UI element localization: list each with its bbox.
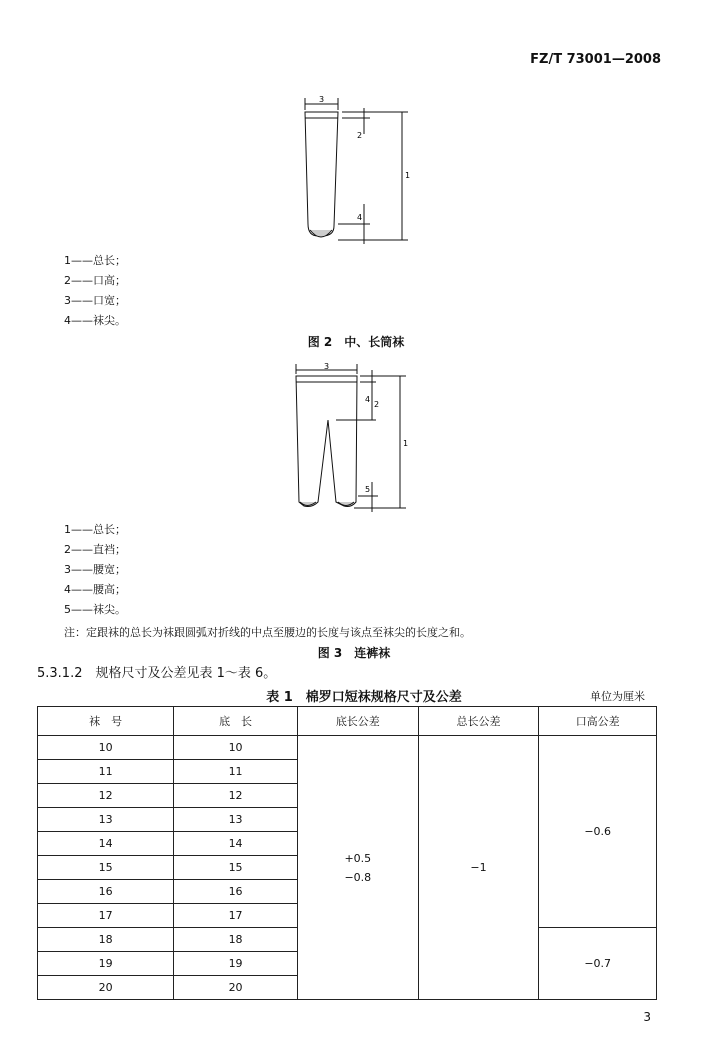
figure-2-caption: 图 2 中、长筒袜 [307, 335, 405, 349]
legend-item: 3——腰宽； [64, 563, 126, 576]
sock-size-cell: 13 [38, 808, 174, 832]
sock-size-cell: 17 [38, 904, 174, 928]
mouth-tolerance-cell: −0.6 [539, 736, 657, 928]
table-1-title: 表 1 棉罗口短袜规格尺寸及公差 [266, 690, 462, 705]
table-1-unit: 单位为厘米 [590, 690, 645, 703]
column-header: 总长公差 [418, 707, 539, 736]
legend-item: 2——直裆； [64, 543, 126, 556]
page-number: 3 [643, 1010, 651, 1024]
dim-label-4: 4 [357, 213, 363, 222]
clause-text: 5.3.1.2 规格尺寸及公差见表 1～表 6。 [37, 666, 277, 681]
dim-label-5: 5 [365, 485, 371, 494]
total-tolerance-cell: −1 [418, 736, 539, 1000]
column-header: 底长公差 [297, 707, 418, 736]
dim-label-1: 1 [403, 439, 409, 448]
legend-item: 4——腰高； [64, 583, 126, 596]
sole-length-cell: 18 [174, 928, 298, 952]
sole-length-cell: 19 [174, 952, 298, 976]
dim-label-3: 3 [319, 95, 325, 104]
dim-label-4: 4 [365, 395, 371, 404]
sole-length-cell: 17 [174, 904, 298, 928]
dim-label-2: 2 [374, 400, 380, 409]
legend-item: 3——口宽； [64, 294, 126, 307]
figure-2-legend [64, 254, 126, 327]
sole-length-cell: 13 [174, 808, 298, 832]
sock-size-cell: 19 [38, 952, 174, 976]
table-row [38, 736, 657, 760]
dim-label-1: 1 [405, 171, 411, 180]
mouth-tolerance-cell: −0.7 [539, 928, 657, 1000]
sole-length-cell: 12 [174, 784, 298, 808]
table-1 [37, 706, 657, 1000]
sole-length-cell: 14 [174, 832, 298, 856]
dim-label-3: 3 [324, 362, 330, 371]
sock-size-cell: 20 [38, 976, 174, 1000]
sock-size-cell: 11 [38, 760, 174, 784]
sole-length-cell: 10 [174, 736, 298, 760]
dim-label-2: 2 [357, 131, 363, 140]
legend-item: 1——总长； [64, 254, 126, 267]
sole-tolerance-lower: −0.8 [344, 870, 372, 884]
sock-size-cell: 12 [38, 784, 174, 808]
column-header: 底 长 [174, 707, 298, 736]
sock-size-cell: 16 [38, 880, 174, 904]
sole-tolerance-upper: +0.5 [344, 851, 372, 865]
figure-3-diagram [288, 362, 418, 520]
sock-size-cell: 10 [38, 736, 174, 760]
sole-length-cell: 15 [174, 856, 298, 880]
legend-item: 2——口高； [64, 274, 126, 287]
sock-size-cell: 15 [38, 856, 174, 880]
sock-size-cell: 14 [38, 832, 174, 856]
sole-length-cell: 11 [174, 760, 298, 784]
sole-tolerance-cell [297, 736, 418, 1000]
figure-3-caption: 图 3 连裤袜 [317, 646, 391, 660]
figure-3-note: 注：定跟袜的总长为袜跟圆弧对折线的中点至腰边的长度与该点至袜尖的长度之和。 [64, 626, 471, 639]
sock-size-cell: 18 [38, 928, 174, 952]
column-header: 袜 号 [38, 707, 174, 736]
legend-item: 4——袜尖。 [64, 314, 126, 327]
standard-code: FZ/T 73001—2008 [530, 52, 661, 67]
sole-length-cell: 20 [174, 976, 298, 1000]
column-header: 口高公差 [539, 707, 657, 736]
legend-item: 1——总长； [64, 523, 126, 536]
figure-2-diagram [290, 94, 420, 254]
sole-length-cell: 16 [174, 880, 298, 904]
legend-item: 5——袜尖。 [64, 603, 126, 616]
figure-3-legend [64, 523, 126, 616]
table-header-row [38, 707, 657, 736]
